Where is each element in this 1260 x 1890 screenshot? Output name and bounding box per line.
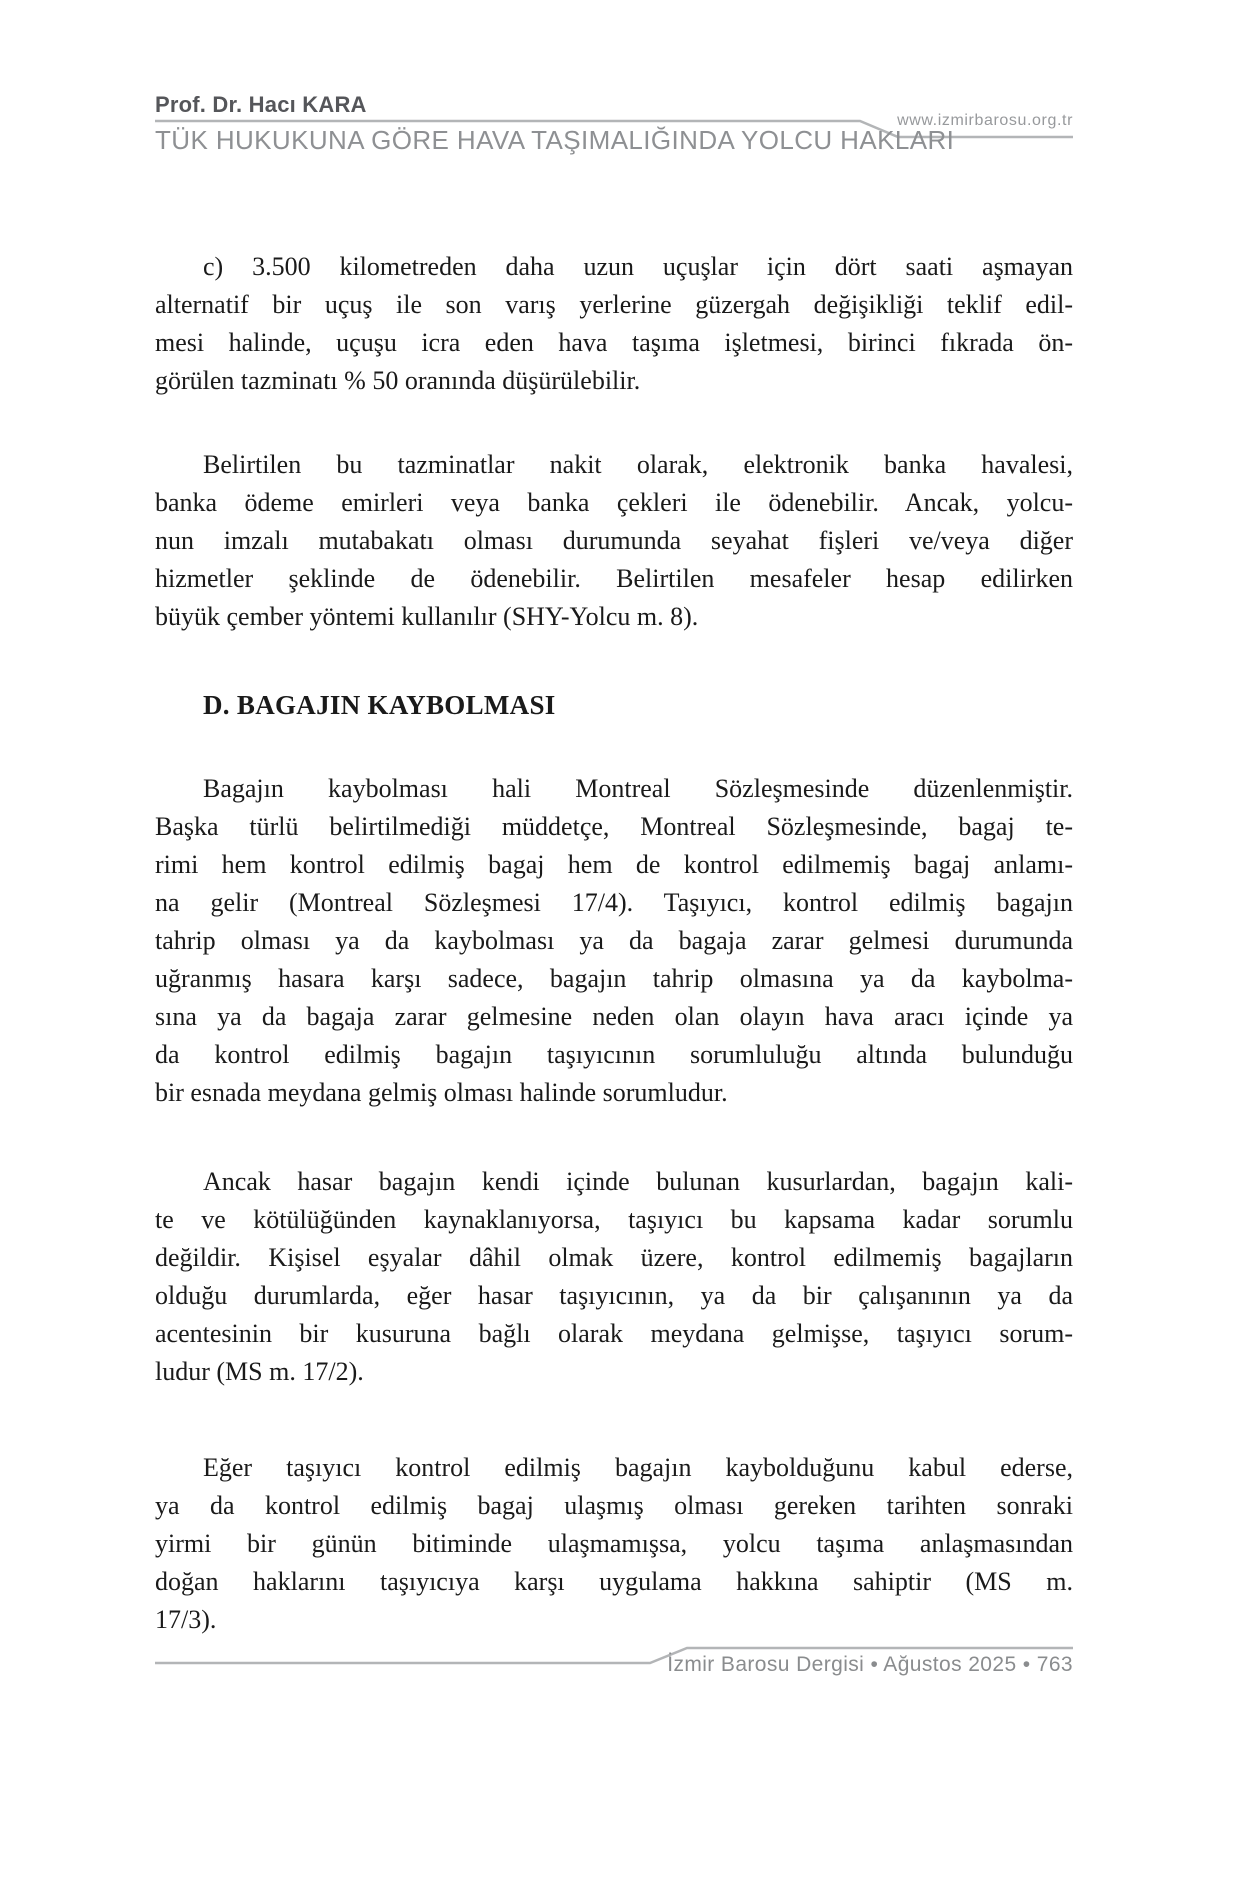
paragraph [155,770,1073,1112]
text-line: ya da kontrol edilmiş bagaj ulaşmış olması gereken tarihten sonraki [155,1491,1073,1520]
text-line: nun imzalı mutabakatı olması durumunda seyahat fişleri ve/veya diğer [155,526,1073,555]
text-line: da kontrol edilmiş bagajın taşıyıcının sorumluluğu altında bulunduğu [155,1040,1073,1069]
text-line: ludur (MS m. 17/2). [155,1357,364,1386]
text-line: değildir. Kişisel eşyalar dâhil olmak üzere, kontrol edilmemiş bagajların [155,1243,1073,1272]
text-line: na gelir (Montreal Sözleşmesi 17/4). Taşıyıcı, kontrol edilmiş bagajın [155,888,1073,917]
paragraph [155,1449,1073,1639]
text-line: banka ödeme emirleri veya banka çekleri ile ödenebilir. Ancak, yolcu- [155,488,1073,517]
paragraph [155,248,1073,400]
text-line: olduğu durumlarda, eğer hasar taşıyıcının, ya da bir çalışanının ya da [155,1281,1073,1310]
text-line: doğan haklarını taşıyıcıya karşı uygulama hakkına sahiptir (MS m. [155,1567,1073,1596]
text-line: rimi hem kontrol edilmiş bagaj hem de kontrol edilmemiş bagaj anlamı- [155,850,1073,879]
text-line: acentesinin bir kusuruna bağlı olarak meydana gelmişse, taşıyıcı sorum- [155,1319,1073,1348]
header-running-title: TÜK HUKUKUNA GÖRE HAVA TAŞIMALIĞINDA YOLCU HAKLARI [155,125,955,155]
text-line: c) 3.500 kilometreden daha uzun uçuşlar için dört saati aşmayan [203,252,1073,281]
text-line: Belirtilen bu tazminatlar nakit olarak, elektronik banka havalesi, [203,450,1073,479]
text-line: görülen tazminatı % 50 oranında düşürülebilir. [155,366,641,395]
text-line: Bagajın kaybolması hali Montreal Sözleşmesinde düzenlenmiştir. [203,774,1073,803]
text-line: te ve kötülüğünden kaynaklanıyorsa, taşıyıcı bu kapsama kadar sorumlu [155,1205,1073,1234]
text-line: Eğer taşıyıcı kontrol edilmiş bagajın kaybolduğunu kabul ederse, [203,1453,1073,1482]
header-website: www.izmirbarosu.org.tr [897,112,1073,129]
paragraph [155,1163,1073,1391]
text-line: alternatif bir uçuş ile son varış yerlerine güzergah değişikliği teklif edil- [155,290,1073,319]
header-author: Prof. Dr. Hacı KARA [155,92,367,117]
text-line: sına ya da bagaja zarar gelmesine neden olan olayın hava aracı içinde ya [155,1002,1073,1031]
text-line: büyük çember yöntemi kullanılır (SHY-Yolcu m. 8). [155,602,699,631]
text-line: mesi halinde, uçuşu icra eden hava taşıma işletmesi, birinci fıkrada ön- [155,328,1073,357]
text-line: Ancak hasar bagajın kendi içinde bulunan kusurlardan, bagajın kali- [203,1167,1073,1196]
text-line: tahrip olması ya da kaybolması ya da bagaja zarar gelmesi durumunda [155,926,1073,955]
text-line: Başka türlü belirtilmediği müddetçe, Montreal Sözleşmesinde, bagaj te- [155,812,1073,841]
paragraph [155,446,1073,636]
footer-journal-info: İzmir Barosu Dergisi • Ağustos 2025 • 763 [667,1653,1073,1676]
text-line: hizmetler şeklinde de ödenebilir. Belirtilen mesafeler hesap edilirken [155,564,1073,593]
text-line: bir esnada meydana gelmiş olması halinde sorumludur. [155,1078,728,1107]
section-heading: D. BAGAJIN KAYBOLMASI [203,690,556,720]
text-line: yirmi bir günün bitiminde ulaşmamışsa, yolcu taşıma anlaşmasından [155,1529,1073,1558]
text-line: 17/3). [155,1605,217,1634]
text-line: uğranmış hasara karşı sadece, bagajın tahrip olmasına ya da kaybolma- [155,964,1073,993]
